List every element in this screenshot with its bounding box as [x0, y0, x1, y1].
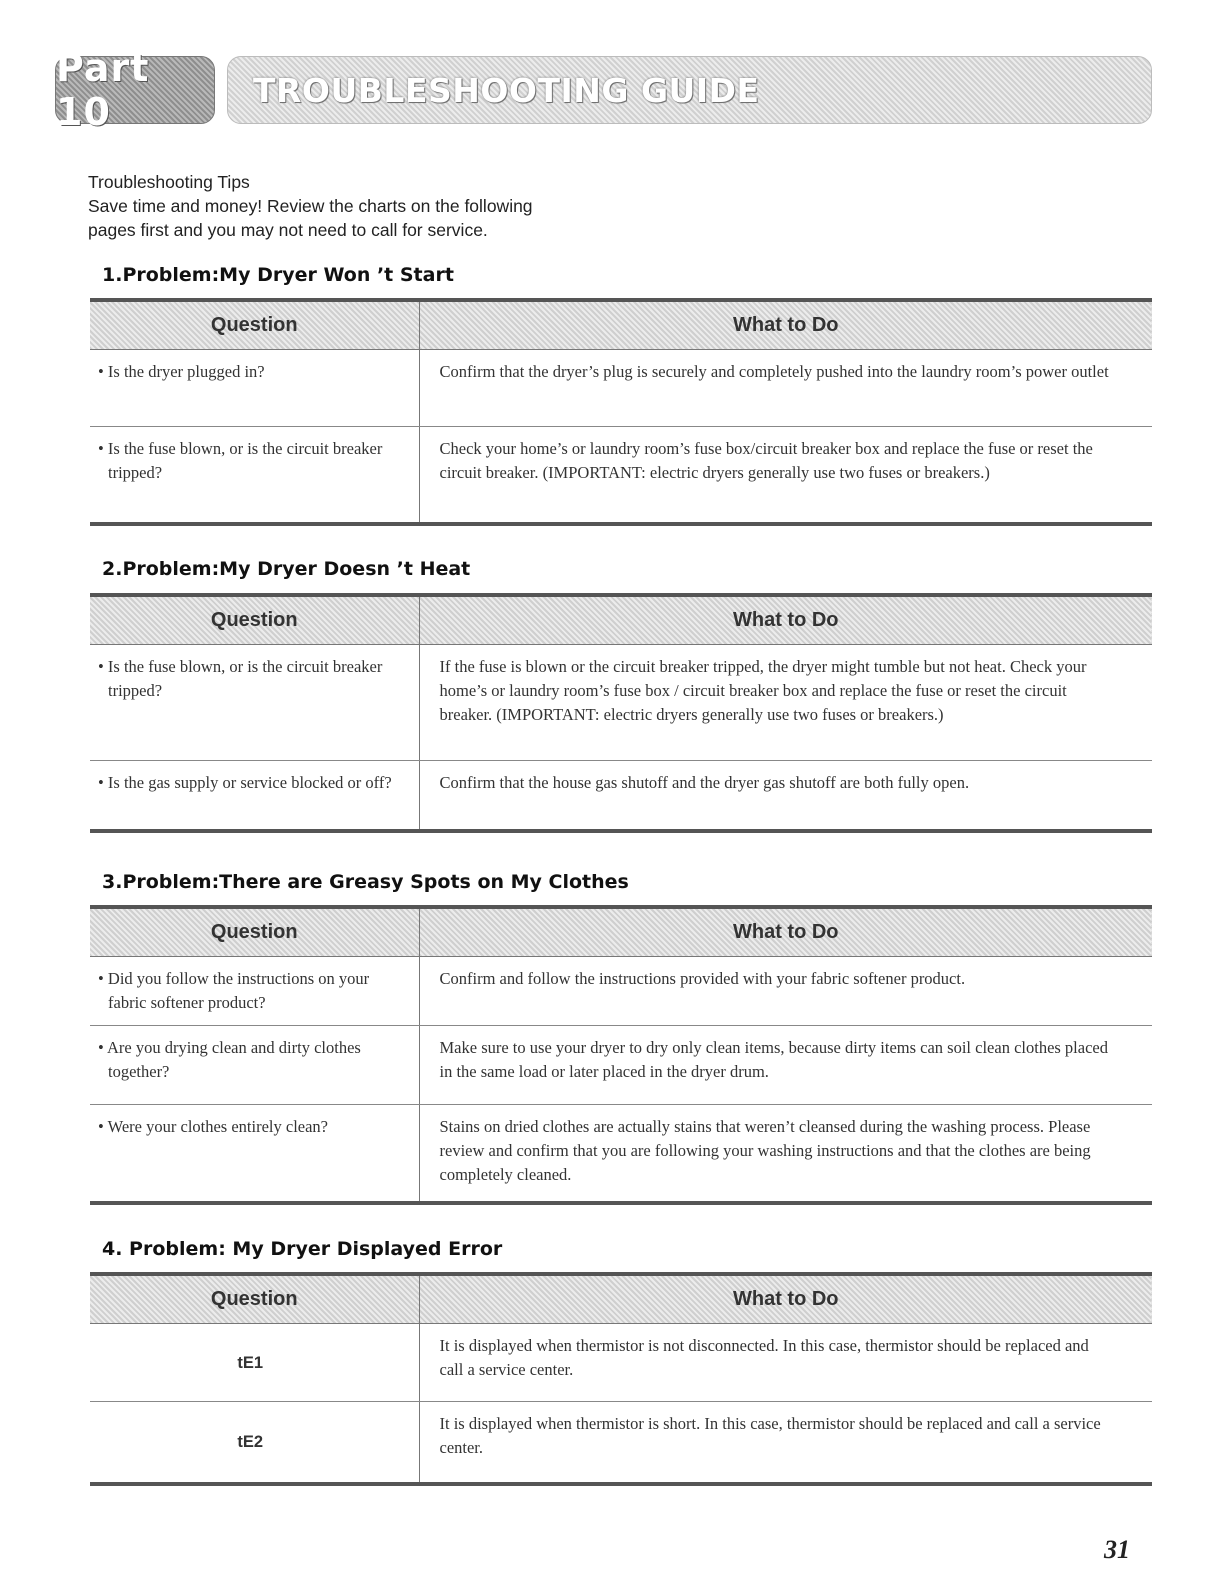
table-row	[90, 645, 1152, 761]
question-cell: • Is the fuse blown, or is the circuit breaker tripped?	[90, 645, 419, 761]
column-header-what-to-do: What to Do	[419, 1274, 1152, 1324]
troubleshooting-table	[90, 298, 1152, 526]
part-badge	[55, 46, 215, 134]
question-cell: • Did you follow the instructions on your fabric softener product?	[90, 957, 419, 1026]
answer-cell: If the fuse is blown or the circuit breaker tripped, the dryer might tumble but not heat. Check your home’s or laundry room’s fuse box / circuit breaker box and replace the fuse or reset the circuit breaker. (IMPORTANT: electric dryers generally use two fuses or breakers.)	[419, 645, 1152, 761]
table-row	[90, 1324, 1152, 1402]
table-row	[90, 427, 1152, 524]
table-header-row	[90, 595, 1152, 645]
column-header-question: Question	[90, 1274, 419, 1324]
table-header-row	[90, 1274, 1152, 1324]
error-code-te2: tE2	[90, 1402, 419, 1484]
section-title: 4. Problem: My Dryer Displayed Error	[102, 1238, 503, 1260]
answer-cell: Confirm that the house gas shutoff and the dryer gas shutoff are both fully open.	[419, 761, 1152, 831]
column-header-what-to-do: What to Do	[419, 595, 1152, 645]
question-cell: • Is the dryer plugged in?	[90, 350, 419, 427]
troubleshooting-table	[90, 593, 1152, 833]
troubleshooting-table	[90, 905, 1152, 1205]
column-header-question: Question	[90, 595, 419, 645]
answer-cell: It is displayed when thermistor is not disconnected. In this case, thermistor should be replaced and call a service center.	[419, 1324, 1152, 1402]
answer-cell: Confirm and follow the instructions provided with your fabric softener product.	[419, 957, 1152, 1026]
intro-line: Save time and money! Review the charts on the following	[88, 196, 533, 216]
answer-cell: Confirm that the dryer’s plug is securely and completely pushed into the laundry room’s power outlet	[419, 350, 1152, 427]
table-row	[90, 957, 1152, 1026]
intro-heading: Troubleshooting Tips	[88, 172, 250, 192]
table-row	[90, 1402, 1152, 1484]
column-header-what-to-do: What to Do	[419, 907, 1152, 957]
intro	[88, 170, 648, 242]
section-title: 3.Problem:There are Greasy Spots on My Clothes	[102, 871, 629, 893]
answer-cell: Stains on dried clothes are actually stains that weren’t cleansed during the washing process. Please review and confirm that you are following your washing instructions and that the clothes are being completely cleaned.	[419, 1105, 1152, 1203]
error-code-te1: tE1	[90, 1324, 419, 1402]
column-header-question: Question	[90, 907, 419, 957]
table-row	[90, 761, 1152, 831]
column-header-question: Question	[90, 300, 419, 350]
page-number: 31	[1104, 1535, 1130, 1564]
part-label: Part 10	[56, 46, 150, 134]
answer-cell: Make sure to use your dryer to dry only clean items, because dirty items can soil clean clothes placed in the same load or later placed in the dryer drum.	[419, 1026, 1152, 1105]
section-title: 2.Problem:My Dryer Doesn ’t Heat	[102, 558, 471, 580]
table-header-row	[90, 300, 1152, 350]
table-row	[90, 1026, 1152, 1105]
answer-cell: Check your home’s or laundry room’s fuse box/circuit breaker box and replace the fuse or reset the circuit breaker. (IMPORTANT: electric dryers generally use two fuses or breakers.)	[419, 427, 1152, 524]
page-title-bar	[227, 56, 1152, 124]
table-row	[90, 350, 1152, 427]
intro-line: pages first and you may not need to call for service.	[88, 220, 488, 240]
question-cell: • Were your clothes entirely clean?	[90, 1105, 419, 1203]
table-header-row	[90, 907, 1152, 957]
question-cell: • Is the fuse blown, or is the circuit breaker tripped?	[90, 427, 419, 524]
page-title: TROUBLESHOOTING GUIDE	[253, 70, 760, 110]
section-title: 1.Problem:My Dryer Won ’t Start	[102, 264, 454, 286]
column-header-what-to-do: What to Do	[419, 300, 1152, 350]
answer-cell: It is displayed when thermistor is short. In this case, thermistor should be replaced and call a service center.	[419, 1402, 1152, 1484]
question-cell: • Is the gas supply or service blocked or off?	[90, 761, 419, 831]
question-cell: • Are you drying clean and dirty clothes together?	[90, 1026, 419, 1105]
table-row	[90, 1105, 1152, 1203]
troubleshooting-table	[90, 1272, 1152, 1486]
